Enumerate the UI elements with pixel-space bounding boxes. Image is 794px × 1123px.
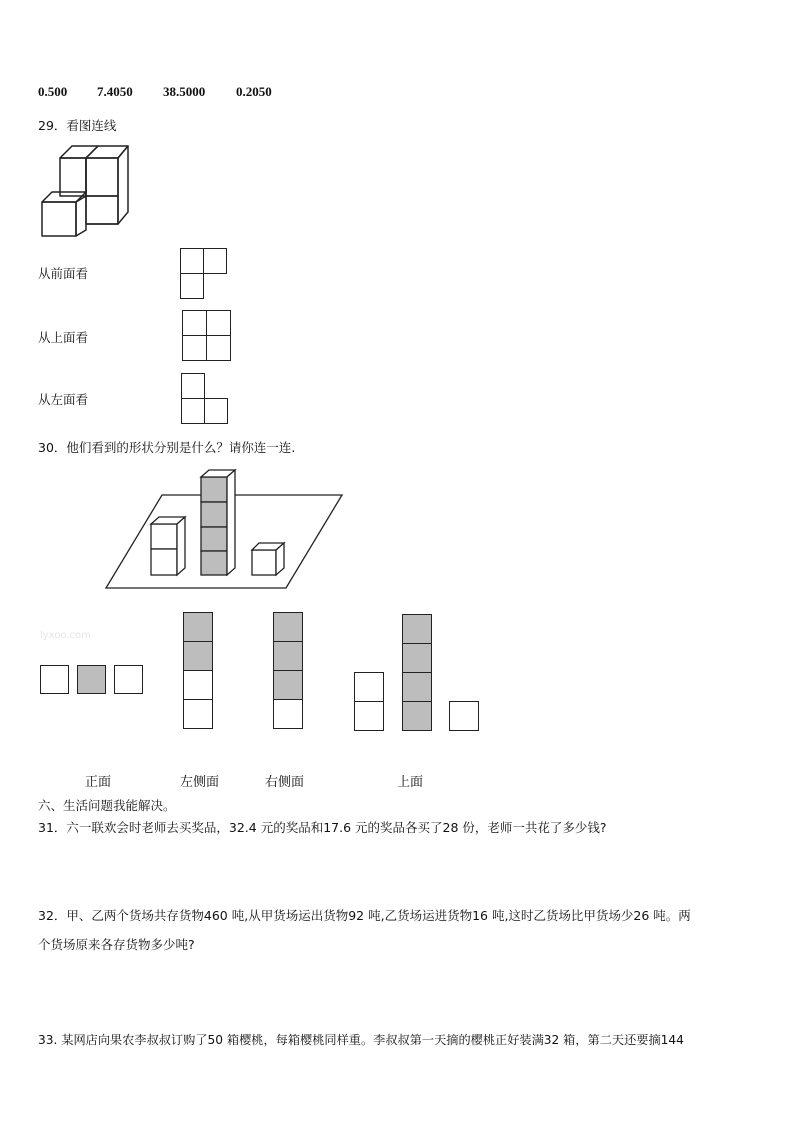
question-29-title: 29．看图连线 bbox=[38, 118, 117, 133]
number-3: 0.2050 bbox=[236, 84, 272, 99]
cube-stack-figure bbox=[38, 140, 134, 240]
label-top: 上面 bbox=[397, 775, 424, 790]
view-label-front: 从前面看 bbox=[38, 266, 89, 281]
question-33: 33. 某网店向果农李叔叔订购了50 箱樱桃，每箱樱桃同样重。李叔叔第一天摘的樱桃正好装满32 箱，第二天还要摘144 bbox=[38, 1033, 684, 1047]
section-6-heading: 六、生活问题我能解决。 bbox=[38, 798, 176, 813]
question-31: 31．六一联欢会时老师去买奖品，32.4 元的奖品和17.6 元的奖品各买了28 份，老师一共花了多少钱? bbox=[38, 820, 607, 835]
board-with-stacks-figure bbox=[100, 462, 350, 592]
number-1: 7.4050 bbox=[97, 84, 133, 99]
view-label-top: 从上面看 bbox=[38, 330, 89, 345]
label-right-side: 右侧面 bbox=[265, 775, 305, 790]
question-32-line-2: 个货场原来各存货物多少吨? bbox=[38, 937, 195, 952]
view-label-left: 从左面看 bbox=[38, 392, 89, 407]
watermark: lyxoo.com bbox=[40, 630, 91, 641]
label-front: 正面 bbox=[85, 775, 112, 790]
number-2: 38.5000 bbox=[163, 84, 206, 99]
question-30-title: 30．他们看到的形状分别是什么？请你连一连. bbox=[38, 440, 296, 455]
label-left-side: 左侧面 bbox=[180, 775, 220, 790]
question-32-line-1: 32．甲、乙两个货场共存货物460 吨,从甲货场运出货物92 吨,乙货场运进货物16 吨,这时乙货场比甲货场少26 吨。两 bbox=[38, 908, 691, 923]
number-0: 0.500 bbox=[38, 84, 68, 99]
